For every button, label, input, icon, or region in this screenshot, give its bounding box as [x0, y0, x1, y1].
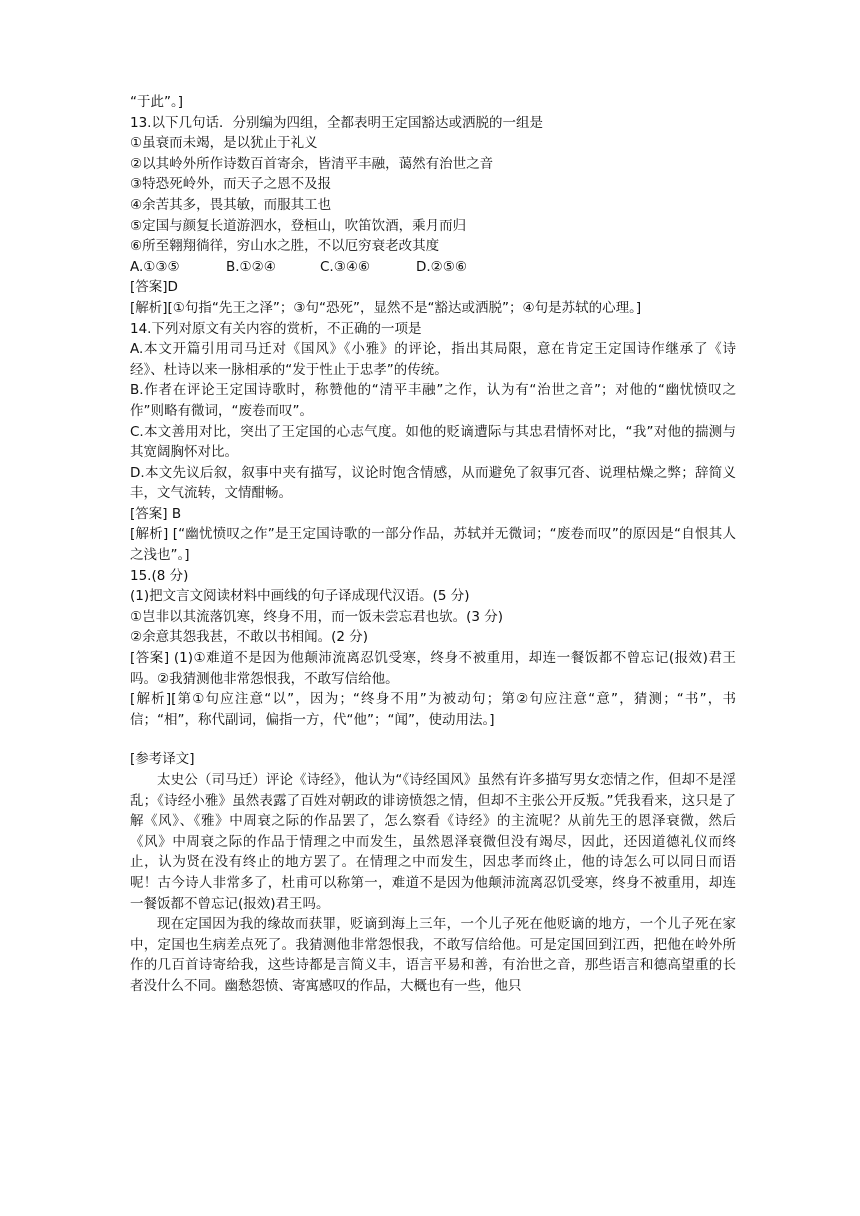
question-15-stem: 15.(8 分)	[130, 567, 189, 584]
q13-item-6: ⑥所至翱翔徜徉，穷山水之胜，不以厄穷衰老改其度	[130, 238, 440, 255]
translation-heading: [参考译文]	[130, 751, 195, 768]
translation-paragraph-2: 现在定国因为我的缘故而获罪，贬谪到海上三年，一个儿子死在他贬谪的地方，一个儿子死在家中，定国也生病差点死了。我猜测他非常怨恨我，不敢写信给他。可是定国回到江西，把他在岭外所作的几百首诗寄给我，这些诗都是言简义丰，语言平易和善，有治世之音，那些语言和德高望重的长者没什么不同。幽愁怨愤、寄寓感叹的作品，大概也有一些，他只	[130, 916, 736, 994]
q13-analysis: [解析][①句指“先王之泽”；③句“恐死”，显然不是“豁达或洒脱”；④句是苏轼的心理。]	[130, 299, 642, 316]
q15-analysis: [解析][第①句应注意“以”，因为；“终身不用”为被动句；第②句应注意“意”，猜测；“书”，书信；“相”，称代副词，偏指一方，代“他”；“闻”，使动用法。]	[130, 691, 736, 728]
q13-answer: [答案]D	[130, 279, 178, 296]
q13-item-3: ③特恐死岭外，而天子之恩不及报	[130, 176, 332, 193]
q14-analysis: [解析] [“幽忧愤叹之作”是王定国诗歌的一部分作品，苏轼并无微词；“废卷而叹”的原因是“自恨其人之浅也”。]	[130, 526, 736, 564]
translation-paragraph-1: 太史公（司马迁）评论《诗经》，他认为“《诗经国风》虽然有许多描写男女恋情之作，但却不是淫乱；《诗经小雅》虽然表露了百姓对朝政的诽谤愤怨之情，但却不主张公开反叛。”凭我看来，这只是了解《风》、《雅》中周衰之际的作品罢了，怎么察看《诗经》的主流呢？从前先王的恩泽衰微，然后《风》中周衰之际的作品于情理之中而发生，虽然恩泽衰微但没有竭尽，因此，还因道德礼仪而终止，认为贤在没有终止的地方罢了。在情理之中而发生，因忠孝而终止，他的诗怎么可以同日而语呢！古今诗人非常多了，杜甫可以称第一，难道不是因为他颠沛流离忍饥受寒，终身不被重用，却连一餐饭都不曾忘记(报效)君王吗。	[130, 772, 736, 912]
q15-answer: [答案] (1)①难道不是因为他颠沛流离忍饥受寒，终身不被重用，却连一餐饭都不曾忘记(报效)君王吗。②我猜测他非常怨恨我，不敢写信给他。	[130, 650, 736, 687]
q14-option-b: B.作者在评论王定国诗歌时，称赞他的“清平丰融”之作，认为有“治世之音”；对他的“幽忧愤叹之作”则略有微词，“废卷而叹”。	[130, 382, 736, 419]
q14-option-d: D.本文先议后叙，叙事中夹有描写，议论时饱含情感，从而避免了叙事冗沓、说理枯燥之弊；辞简义丰，文气流转，文情酣畅。	[130, 464, 736, 502]
q14-option-c: C.本文善用对比，突出了王定国的心志气度。如他的贬谪遭际与其忠君情怀对比，“我”对他的揣测与其宽阔胸怀对比。	[130, 423, 736, 461]
q14-option-a: A.本文开篇引用司马迁对《国风》《小雅》的评论，指出其局限，意在肯定王定国诗作继承了《诗经》、杜诗以来一脉相承的“发于性止于忠孝”的传统。	[130, 341, 736, 378]
q13-option-b: B.①②④	[226, 258, 276, 275]
question-14-stem: 14.下列对原文有关内容的赏析，不正确的一项是	[130, 320, 422, 337]
q13-option-a: A.①③⑤	[130, 258, 180, 275]
q13-option-d: D.②⑤⑥	[416, 258, 467, 275]
q13-options	[130, 257, 736, 278]
question-13-stem: 13.以下几句话．分别编为四组，全都表明王定国豁达或洒脱的一组是	[130, 114, 543, 131]
q15-sub-1: (1)把文言文阅读材料中画线的句子译成现代汉语。(5 分)	[130, 588, 470, 605]
q13-option-c: C.③④⑥	[320, 258, 371, 275]
q15-sentence-2: ②余意其怨我甚，不敢以书相闻。(2 分)	[130, 629, 369, 646]
q13-item-1: ①虽衰而未竭，是以犹止于礼义	[130, 135, 318, 152]
q13-item-4: ④余苦其多，畏其敏，而服其工也	[130, 196, 332, 213]
spacer	[130, 730, 736, 749]
q14-answer: [答案] B	[130, 505, 182, 522]
q13-item-2: ②以其岭外所作诗数百首寄余，皆清平丰融，蔼然有治世之音	[130, 155, 494, 172]
q15-sentence-1: ①岂非以其流落饥寒，终身不用，而一饭未尝忘君也欤。(3 分)	[130, 608, 504, 625]
q13-item-5: ⑤定国与颜复长道游泗水，登桓山，吹笛饮酒，乘月而归	[130, 217, 467, 234]
document-page	[130, 92, 736, 997]
previous-answer-tail: “于此”。]	[130, 94, 184, 110]
